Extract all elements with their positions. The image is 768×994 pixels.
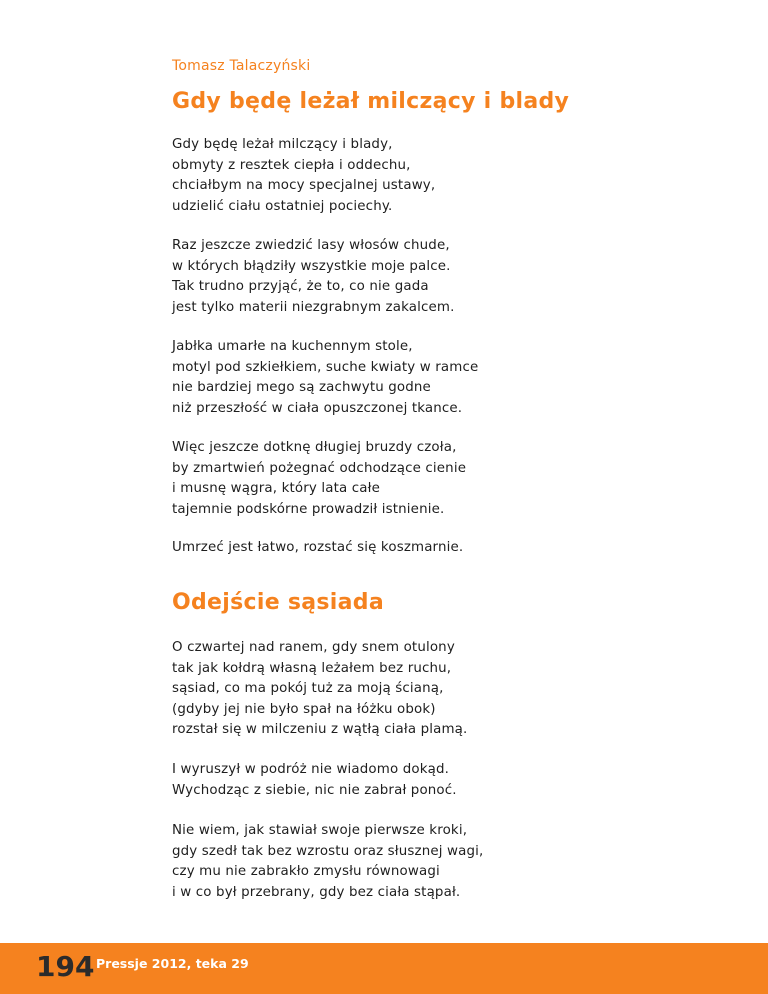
verse-line: Umrzeć jest łatwo, rozstać się koszmarnie. [172, 540, 464, 555]
journal-issue: Pressje 2012, teka 29 [96, 956, 249, 971]
verse-line: nie bardziej mego są zachwytu godne [172, 380, 431, 396]
verse-line: by zmartwień pożegnać odchodzące cienie [172, 460, 467, 476]
verse-line: Tak trudno przyjąć, że to, co nie gada [172, 279, 429, 295]
poem-2-stanza-3 [172, 821, 483, 903]
poem-1-stanza-1 [172, 135, 435, 217]
verse-line: udzielić ciału ostatniej pociechy. [172, 198, 393, 214]
poem-1-stanza-5 [172, 538, 463, 559]
author-name: Tomasz Talaczyński [172, 58, 311, 74]
verse-line: tajemnie podskórne prowadził istnienie. [172, 501, 445, 517]
poem-title-2: Odejście sąsiada [172, 590, 384, 615]
verse-line: Gdy będę leżał milczący i blady, [172, 137, 393, 152]
poem-title-1: Gdy będę leżał milczący i blady [172, 89, 570, 114]
poem-2-stanza-1 [172, 638, 467, 741]
verse-line: Raz jeszcze zwiedzić lasy włosów chude, [172, 238, 450, 253]
poem-1-stanza-3 [172, 337, 478, 419]
verse-line: Więc jeszcze dotknę długiej bruzdy czoła, [172, 440, 457, 455]
verse-line: I wyruszył w podróż nie wiadomo dokąd. [172, 762, 450, 777]
verse-line: jest tylko materii niezgrabnym zakalcem. [172, 299, 455, 315]
verse-line: Wychodząc z siebie, nic nie zabrał ponoć. [172, 782, 457, 798]
verse-line: gdy szedł tak bez wzrostu oraz słusznej wagi, [172, 843, 484, 859]
verse-line: O czwartej nad ranem, gdy snem otulony [172, 640, 455, 655]
page-number: 194 [36, 950, 95, 983]
poem-2-stanza-2 [172, 760, 457, 801]
verse-line: tak jak kołdrą własną leżałem bez ruchu, [172, 660, 452, 676]
verse-line: i musnę wągra, który lata całe [172, 481, 380, 497]
verse-line: sąsiad, co ma pokój tuż za moją ścianą, [172, 681, 444, 697]
verse-line: niż przeszłość w ciała opuszczonej tkance. [172, 400, 463, 416]
poem-1-stanza-4 [172, 438, 466, 520]
verse-line: Jabłka umarłe na kuchennym stole, [172, 339, 413, 354]
verse-line: i w co był przebrany, gdy bez ciała stąpał. [172, 884, 461, 900]
verse-line: w których błądziły wszystkie moje palce. [172, 258, 451, 274]
verse-line: (gdyby jej nie było spał na łóżku obok) [172, 701, 436, 717]
verse-line: chciałbym na mocy specjalnej ustawy, [172, 178, 436, 194]
verse-line: czy mu nie zabrakło zmysłu równowagi [172, 864, 440, 880]
verse-line: obmyty z resztek ciepła i oddechu, [172, 157, 411, 173]
verse-line: motyl pod szkiełkiem, suche kwiaty w ramce [172, 359, 479, 375]
verse-line: Nie wiem, jak stawiał swoje pierwsze kroki, [172, 823, 468, 838]
verse-line: rozstał się w milczeniu z wątłą ciała plamą. [172, 722, 468, 738]
poem-1-stanza-2 [172, 236, 454, 318]
